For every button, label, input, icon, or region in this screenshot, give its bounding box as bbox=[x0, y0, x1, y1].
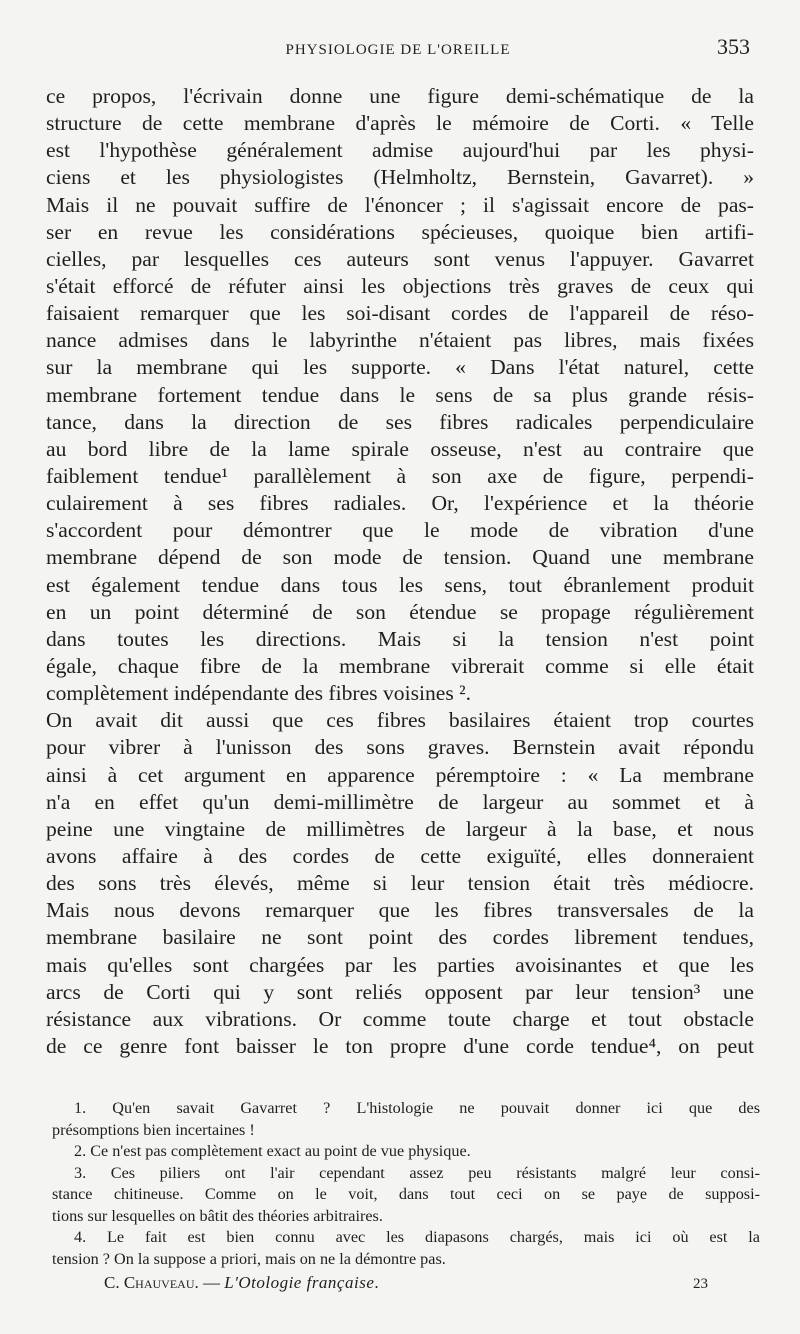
body-line: faisaient remarquer que les soi-disant cordes de l'appareil de réso- bbox=[46, 301, 754, 326]
body-line: Mais il ne pouvait suffire de l'énoncer ; il s'agissait encore de pas- bbox=[46, 192, 754, 217]
body-line: pour vibrer à l'unisson des sons graves. Bernstein avait répondu bbox=[46, 735, 754, 760]
body-line: résistance aux vibrations. Or comme toute charge et tout obstacle bbox=[46, 1006, 754, 1031]
sheet-number: 23 bbox=[693, 1276, 708, 1292]
body-line: membrane fortement tendue dans le sens de sa plus grande résis- bbox=[46, 382, 754, 407]
body-line: égale, chaque fibre de la membrane vibrerait comme si elle était bbox=[46, 653, 754, 678]
footnote-line: stance chitineuse. Comme on le voit, dans tout ceci on se paye de supposi- bbox=[52, 1185, 760, 1203]
signature-author: Chauveau bbox=[123, 1273, 195, 1292]
body-line: tance, dans la direction de ses fibres radicales perpendiculaire bbox=[46, 409, 754, 434]
body-line: des sons très élevés, même si leur tension était très médiocre. bbox=[46, 871, 754, 896]
footnote-line: 4. Le fait est bien connu avec les diapasons chargés, mais ici où est la bbox=[74, 1228, 760, 1246]
body-line: est également tendue dans tous les sens, tout ébranlement produit bbox=[46, 572, 754, 597]
body-line: mais qu'elles sont chargées par les parties avoisinantes et que les bbox=[46, 952, 754, 977]
signature-initial: C. bbox=[104, 1273, 120, 1292]
body-line: n'a en effet qu'un demi-millimètre de largeur au sommet et à bbox=[46, 789, 754, 814]
body-line: membrane dépend de son mode de tension. Quand une membrane bbox=[46, 545, 754, 570]
footnote-line: tension ? On la suppose a priori, mais on ne la démontre pas. bbox=[52, 1249, 446, 1268]
printer-signature bbox=[104, 1273, 379, 1293]
body-line: ser en revue les considérations spécieuses, quoique bien artifi- bbox=[46, 219, 754, 244]
running-title: PHYSIOLOGIE DE L'OREILLE bbox=[285, 42, 511, 58]
running-header bbox=[46, 34, 750, 64]
body-line: ainsi à cet argument en apparence péremptoire : « La membrane bbox=[46, 762, 754, 787]
body-line: ce propos, l'écrivain donne une figure demi-schématique de la bbox=[46, 84, 754, 108]
body-line: arcs de Corti qui y sont reliés opposent par leur tension³ une bbox=[46, 979, 754, 1004]
footnotes bbox=[52, 1098, 760, 1270]
page-number: 353 bbox=[717, 34, 750, 59]
body-line: culairement à ses fibres radiales. Or, l'expérience et la théorie bbox=[46, 491, 754, 516]
body-line: peine une vingtaine de millimètres de largeur à la base, et nous bbox=[46, 816, 754, 841]
signature-separator: . — bbox=[194, 1273, 221, 1292]
body-text bbox=[46, 83, 754, 1060]
footnote-line: 1. Qu'en savait Gavarret ? L'histologie ne pouvait donner ici que des bbox=[74, 1099, 760, 1117]
signature-title-end: . bbox=[374, 1273, 379, 1292]
body-line: faiblement tendue¹ parallèlement à son axe de figure, perpendi- bbox=[46, 463, 754, 488]
footnote-line: 3. Ces piliers ont l'air cependant assez peu résistants malgré leur consi- bbox=[74, 1163, 760, 1182]
body-line: dans toutes les directions. Mais si la tension n'est point bbox=[46, 626, 754, 651]
footnote-line: tions sur lesquelles on bâtit des théories arbitraires. bbox=[52, 1206, 383, 1225]
body-line: s'accordent pour démontrer que le mode de vibration d'une bbox=[46, 518, 754, 543]
body-line: nance admises dans le labyrinthe n'étaient pas libres, mais fixées bbox=[46, 328, 754, 353]
body-line: structure de cette membrane d'après le mémoire de Corti. « Telle bbox=[46, 111, 754, 136]
body-line: membrane basilaire ne sont point des cordes librement tendues, bbox=[46, 925, 754, 950]
footnote-line: 2. Ce n'est pas complètement exact au point de vue physique. bbox=[74, 1142, 471, 1160]
footnote-line: présomptions bien incertaines ! bbox=[52, 1120, 255, 1139]
body-line: On avait dit aussi que ces fibres basilaires étaient trop courtes bbox=[46, 708, 754, 733]
body-line: en un point déterminé de son étendue se propage régulièrement bbox=[46, 599, 754, 624]
body-line: au bord libre de la lame spirale osseuse, n'est au contraire que bbox=[46, 436, 754, 461]
body-line: s'était efforcé de réfuter ainsi les objections très graves de ceux qui bbox=[46, 273, 754, 298]
body-line: est l'hypothèse généralement admise aujourd'hui par les physi- bbox=[46, 138, 754, 163]
body-line: sur la membrane qui les supporte. « Dans l'état naturel, cette bbox=[46, 355, 754, 380]
body-line: de ce genre font baisser le ton propre d'une corde tendue⁴, on peut bbox=[46, 1033, 754, 1058]
body-line: avons affaire à des cordes de cette exiguïté, elles donneraient bbox=[46, 843, 754, 868]
body-line: cielles, par lesquelles ces auteurs sont venus l'appuyer. Gavarret bbox=[46, 246, 754, 271]
body-line: complètement indépendante des fibres voisines ². bbox=[46, 681, 472, 706]
body-line: Mais nous devons remarquer que les fibres transversales de la bbox=[46, 898, 754, 923]
signature-title: L'Otologie française bbox=[224, 1273, 375, 1292]
body-line: ciens et les physiologistes (Helmholtz, Bernstein, Gavarret). » bbox=[46, 165, 754, 190]
